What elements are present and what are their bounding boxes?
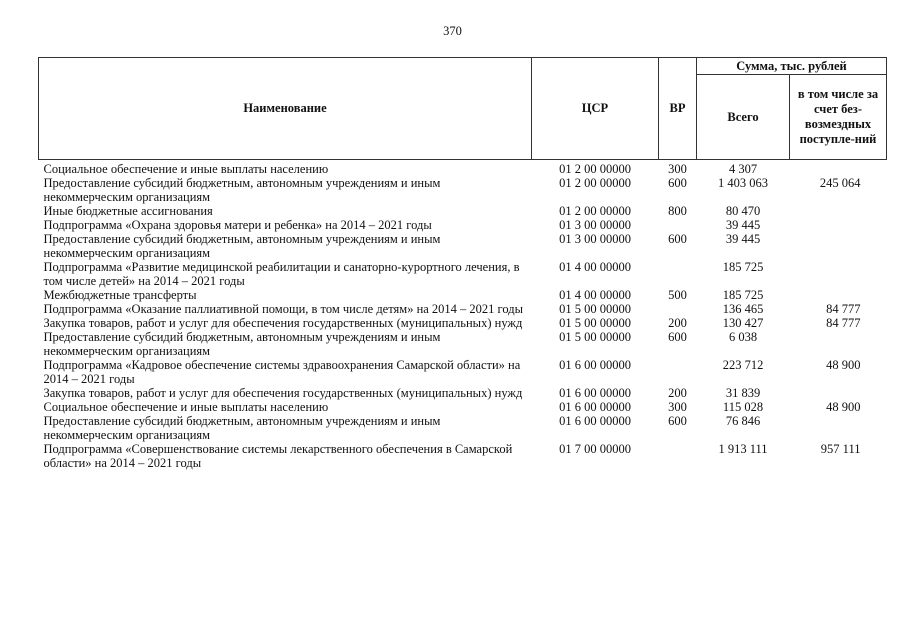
table-row: [39, 204, 887, 218]
row-vr: 300: [668, 162, 687, 176]
row-vr: 600: [668, 232, 687, 246]
row-csr: 01 3 00 00000: [559, 218, 631, 232]
row-name: Закупка товаров, работ и услуг для обеспечения государственных (муниципальных) нужд: [43, 316, 523, 330]
row-gratuitous: 84 777: [826, 316, 861, 330]
header-sum: Сумма, тыс. рублей: [697, 58, 887, 75]
row-name: Подпрограмма «Кадровое обеспечение системы здравоохранения Самарской области» на 2014 – 2021 годы: [43, 358, 521, 386]
row-total: 136 465: [722, 302, 764, 316]
row-total: 185 725: [722, 288, 764, 302]
row-gratuitous: [790, 414, 887, 442]
table-row: [39, 218, 887, 232]
row-gratuitous: [790, 330, 887, 358]
row-csr: 01 5 00 00000: [559, 330, 631, 344]
row-total: 1 403 063: [718, 176, 768, 190]
row-vr: 800: [668, 204, 687, 218]
table-row: [39, 288, 887, 302]
row-gratuitous: [790, 204, 887, 218]
row-csr: 01 4 00 00000: [559, 260, 631, 274]
header-total: Всего: [697, 75, 790, 160]
row-name: Закупка товаров, работ и услуг для обеспечения государственных (муниципальных) нужд: [43, 386, 523, 400]
table-row: [39, 386, 887, 400]
row-csr: 01 6 00 00000: [559, 386, 631, 400]
row-vr: 600: [668, 330, 687, 344]
row-total: 1 913 111: [718, 442, 768, 456]
row-name: Иные бюджетные ассигнования: [43, 204, 213, 218]
row-csr: 01 3 00 00000: [559, 232, 631, 246]
row-vr: 200: [668, 386, 687, 400]
row-total: 80 470: [725, 204, 761, 218]
row-vr: 300: [668, 400, 687, 414]
row-csr: 01 6 00 00000: [559, 358, 631, 372]
row-csr: 01 2 00 00000: [559, 204, 631, 218]
row-vr: 600: [668, 414, 687, 428]
row-gratuitous: 48 900: [826, 400, 861, 414]
row-name: Социальное обеспечение и иные выплаты населению: [43, 400, 329, 414]
row-total: 39 445: [725, 218, 761, 232]
row-total: 130 427: [722, 316, 764, 330]
row-vr: [659, 260, 697, 288]
row-name: Подпрограмма «Развитие медицинской реабилитации и санаторно-курортного лечения, в том числе детей» на 2014 – 2021 годы: [43, 260, 520, 288]
row-name: Межбюджетные трансферты: [43, 288, 197, 302]
table-row: [39, 176, 887, 204]
row-gratuitous: 84 777: [826, 302, 861, 316]
table-body: [39, 160, 887, 471]
page-number: 370: [443, 24, 462, 38]
row-gratuitous: [790, 160, 887, 177]
row-name: Предоставление субсидий бюджетным, автономным учреждениям и иным некоммерческим организациям: [43, 232, 441, 260]
row-csr: 01 6 00 00000: [559, 414, 631, 428]
row-gratuitous: [790, 232, 887, 260]
row-total: 115 028: [722, 400, 764, 414]
row-csr: 01 5 00 00000: [559, 316, 631, 330]
table-row: [39, 358, 887, 386]
row-vr: [659, 358, 697, 386]
table-row: [39, 316, 887, 330]
row-gratuitous: [790, 218, 887, 232]
row-total: 76 846: [725, 414, 761, 428]
row-name: Подпрограмма «Оказание паллиативной помощи, в том числе детям» на 2014 – 2021 годы: [43, 302, 524, 316]
row-csr: 01 7 00 00000: [559, 442, 631, 456]
row-total: 6 038: [728, 330, 758, 344]
table-row: [39, 414, 887, 442]
row-csr: 01 2 00 00000: [559, 162, 631, 176]
row-total: 223 712: [722, 358, 764, 372]
row-gratuitous: 245 064: [819, 176, 861, 190]
table-row: [39, 400, 887, 414]
row-vr: 200: [668, 316, 687, 330]
table-row: [39, 260, 887, 288]
row-total: 31 839: [725, 386, 761, 400]
table-row: [39, 160, 887, 177]
table-row: [39, 442, 887, 470]
budget-table: [38, 57, 887, 470]
row-total: 185 725: [722, 260, 764, 274]
row-vr: 500: [668, 288, 687, 302]
row-gratuitous: [790, 386, 887, 400]
row-vr: [659, 442, 697, 470]
row-total: 39 445: [725, 232, 761, 246]
row-name: Предоставление субсидий бюджетным, автономным учреждениям и иным некоммерческим организациям: [43, 330, 441, 358]
row-total: 4 307: [728, 162, 758, 176]
row-csr: 01 4 00 00000: [559, 288, 631, 302]
row-name: Социальное обеспечение и иные выплаты населению: [43, 162, 329, 176]
row-csr: 01 6 00 00000: [559, 400, 631, 414]
row-name: Предоставление субсидий бюджетным, автономным учреждениям и иным некоммерческим организациям: [43, 176, 441, 204]
row-name: Подпрограмма «Охрана здоровья матери и ребенка» на 2014 – 2021 годы: [43, 218, 432, 232]
header-csr: ЦСР: [532, 58, 659, 160]
row-gratuitous: 48 900: [826, 358, 861, 372]
row-name: Предоставление субсидий бюджетным, автономным учреждениям и иным некоммерческим организациям: [43, 414, 441, 442]
row-vr: 600: [668, 176, 687, 190]
row-vr: [659, 302, 697, 316]
header-vr: ВР: [659, 58, 697, 160]
row-vr: [659, 218, 697, 232]
row-gratuitous: [790, 260, 887, 288]
row-gratuitous: 957 111: [820, 442, 861, 456]
row-gratuitous: [790, 288, 887, 302]
row-csr: 01 5 00 00000: [559, 302, 631, 316]
row-csr: 01 2 00 00000: [559, 176, 631, 190]
header-name: Наименование: [39, 58, 532, 160]
table-row: [39, 330, 887, 358]
header-gratuitous: в том числе за счет без-возмездных поступле-ний: [790, 75, 887, 160]
table-row: [39, 302, 887, 316]
table-row: [39, 232, 887, 260]
row-name: Подпрограмма «Совершенствование системы лекарственного обеспечения в Самарской области» на 2014 – 2021 годы: [43, 442, 513, 470]
